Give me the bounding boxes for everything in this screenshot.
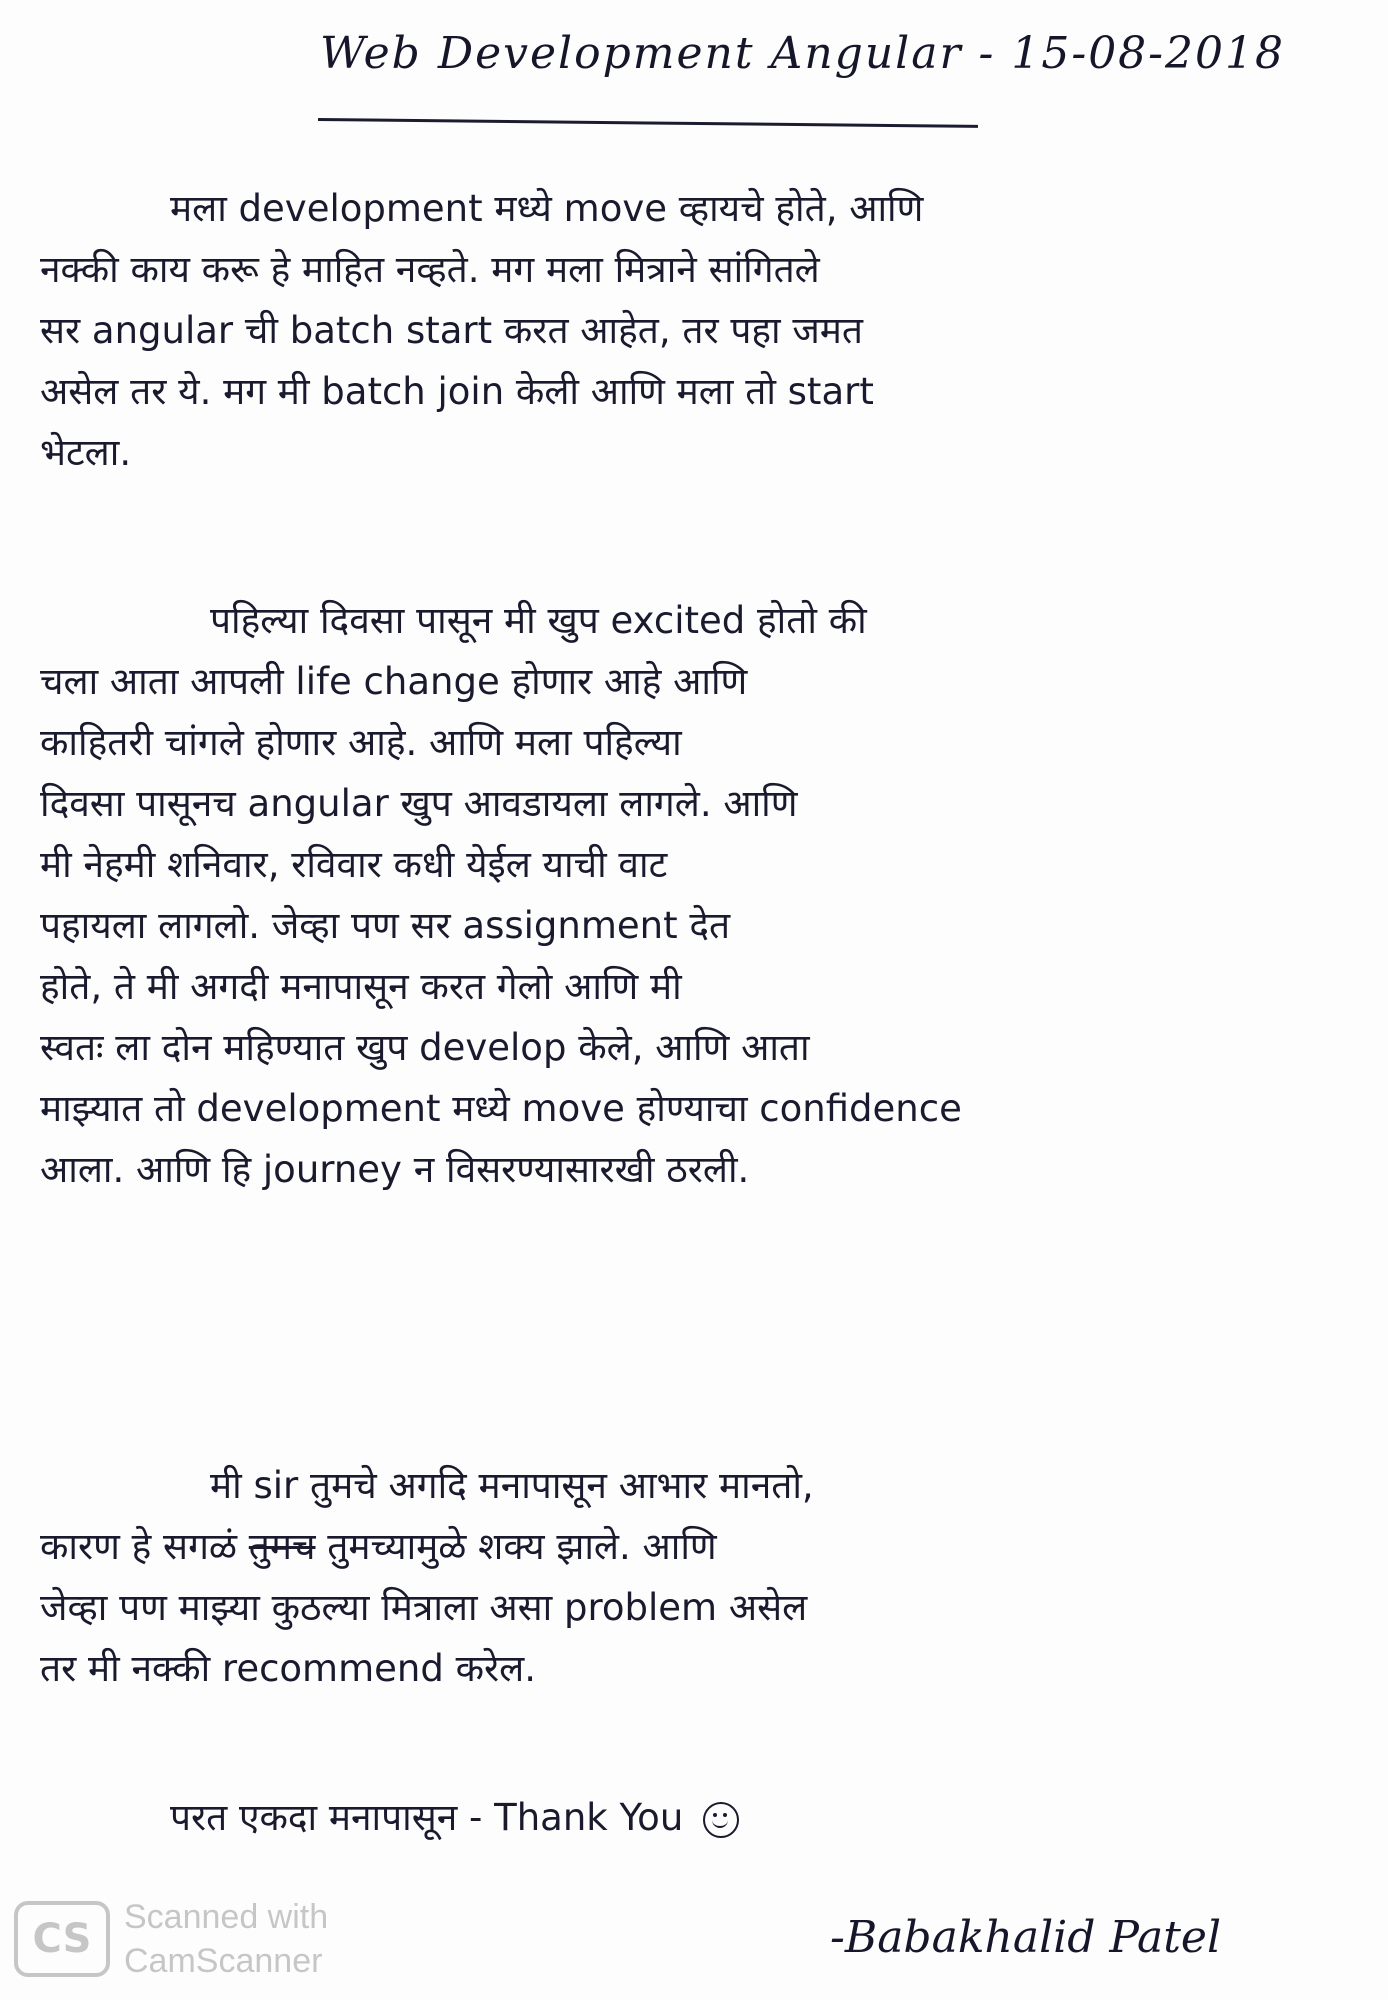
signature: -Babakhalid Patel [830,1912,1222,1963]
paragraph-3 [40,1455,1350,1699]
paragraph-2-line: काहितरी चांगले होणार आहे. आणि मला पहिल्या [40,721,682,764]
paragraph-2-line: पहिल्या दिवसा पासून मी खुप excited होतो की [210,599,867,642]
struck-out-word: तुमच [248,1525,316,1568]
paragraph-2-line: होते, ते मी अगदी मनापासून करत गेलो आणि मी [40,965,682,1008]
title-underline [318,118,978,128]
paragraph-2-line: माझ्यात तो development मध्ये move होण्याचा confidence [40,1087,962,1130]
paragraph-1-line: भेटला. [40,431,132,474]
paragraph-3-text: कारण हे सगळं [40,1525,238,1568]
paragraph-2-line: मी नेहमी शनिवार, रविवार कधी येईल याची वाट [40,843,668,886]
camscanner-watermark [14,1895,394,1985]
closing-line [170,1790,739,1841]
watermark-line-2: CamScanner [124,1942,323,1980]
paragraph-2-line: आला. आणि हि journey न विसरण्यासारखी ठरली. [40,1148,750,1191]
paragraph-1-line: नक्की काय करू हे माहित नव्हते. मग मला मित्राने सांगितले [40,248,820,291]
paragraph-2 [40,590,1350,1200]
paragraph-1-line: असेल तर ये. मग मी batch join केली आणि मला तो start [40,370,874,413]
closing-text: परत एकदा मनापासून - Thank You [170,1796,684,1839]
paragraph-3-line: जेव्हा पण माझ्या कुठल्या मित्राला असा problem असेल [40,1586,808,1629]
paragraph-1-line: सर angular ची batch start करत आहेत, तर पहा जमत [40,309,864,352]
paragraph-2-line: चला आता आपली life change होणार आहे आणि [40,660,748,703]
camscanner-text [124,1895,328,1983]
camscanner-logo: CS [14,1901,110,1977]
paragraph-2-line: दिवसा पासूनच angular खुप आवडायला लागले. आणि [40,782,798,825]
letter-title: Web Development Angular - 15-08-2018 [320,28,1286,79]
paragraph-2-line: पहायला लागलो. जेव्हा पण सर assignment देत [40,904,731,947]
paragraph-3-text: तुमच्यामुळे शक्य झाले. आणि [327,1525,717,1568]
paragraph-3-line: मी sir तुमचे अगदि मनापासून आभार मानतो, [210,1464,814,1507]
paragraph-3-line [40,1516,1350,1577]
paragraph-3-line: तर मी नक्की recommend करेल. [40,1647,536,1690]
watermark-line-1: Scanned with [124,1898,329,1936]
smiley-face-icon [703,1802,739,1838]
paragraph-1-line: मला development मध्ये move व्हायचे होते, आणि [170,187,924,230]
paragraph-2-line: स्वतः ला दोन महिण्यात खुप develop केले, आणि आता [40,1026,810,1069]
paragraph-1 [40,178,1350,483]
